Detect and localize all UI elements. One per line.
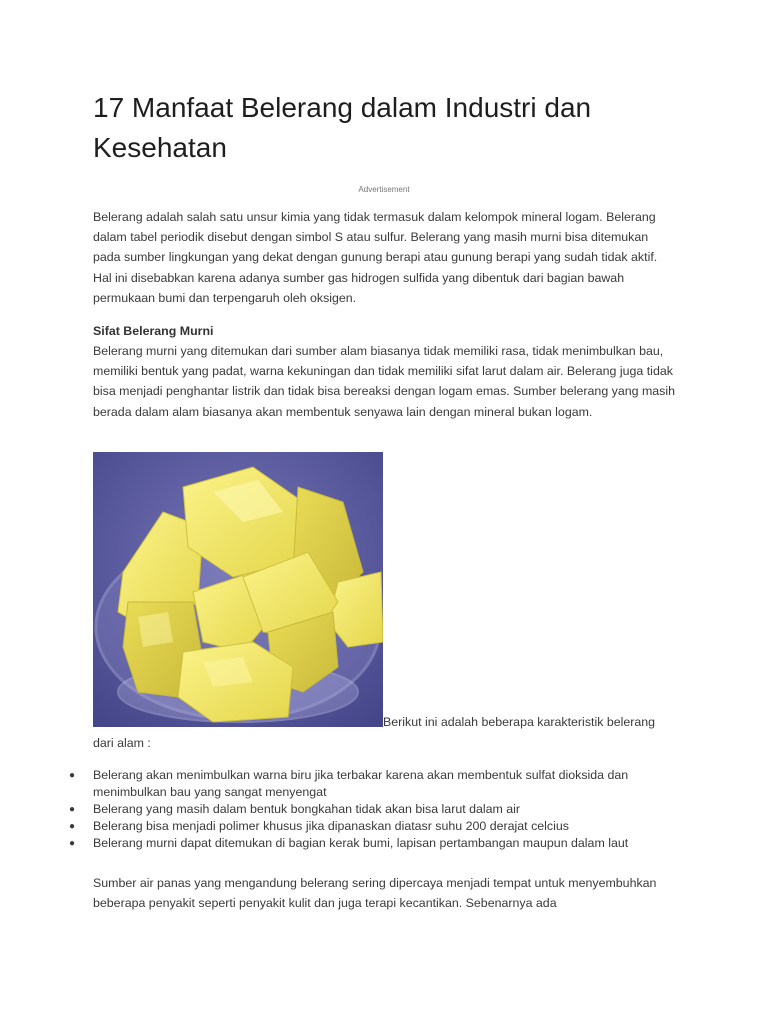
bullet-icon: ● (69, 770, 76, 781)
section-subheading: Sifat Belerang Murni (93, 324, 214, 338)
sulfur-photo (93, 452, 383, 727)
list-item (69, 818, 693, 835)
characteristics-list (69, 767, 693, 852)
list-item-text: Belerang murni dapat ditemukan di bagian kerak bumi, lapisan pertambangan maupun dalam laut (93, 836, 629, 850)
bullet-icon: ● (69, 838, 76, 849)
properties-paragraph: Belerang murni yang ditemukan dari sumber alam biasanya tidak memiliki rasa, tidak menimbulkan bau, memiliki bentuk yang padat, warna kekuningan dan tidak memiliki sifat larut dalam air. Belerang juga tidak bisa menjadi penghantar listrik dan tidak bisa bereaksi dengan logam emas. Sumber belerang yang masih berada dalam alam biasanya akan membentuk senyawa lain dengan mineral bukan logam. (93, 344, 676, 419)
bullet-icon: ● (69, 804, 76, 815)
bullet-icon: ● (69, 821, 76, 832)
list-item-text: Belerang akan menimbulkan warna biru jika terbakar karena akan membentuk sulfat dioksida dan menimbulkan bau yang sangat menyengat (93, 768, 629, 799)
list-item-text: Belerang bisa menjadi polimer khusus jika dipanaskan diatasr suhu 200 derajat celcius (93, 819, 569, 833)
image-caption-line-1: Berikut ini adalah beberapa karakteristik belerang (383, 715, 656, 729)
closing-paragraph: Sumber air panas yang mengandung belerang sering dipercaya menjadi tempat untuk menyembuhkan beberapa penyakit seperti penyakit kulit dan juga terapi kecantikan. Sebenarnya ada (93, 876, 657, 911)
advertisement-label: Advertisement (358, 185, 410, 194)
image-caption-line-2: dari alam : (93, 736, 151, 750)
list-item-text: Belerang yang masih dalam bentuk bongkahan tidak akan bisa larut dalam air (93, 802, 521, 816)
list-item (69, 835, 693, 852)
article-title: 17 Manfaat Belerang dalam Industri dan Kesehatan (93, 92, 592, 163)
list-item (69, 801, 693, 818)
list-item (69, 767, 693, 801)
intro-paragraph: Belerang adalah salah satu unsur kimia yang tidak termasuk dalam kelompok mineral logam. Belerang dalam tabel periodik disebut dengan simbol S atau sulfur. Belerang yang masih murni bisa ditemukan pada sumber lingkungan yang dekat dengan gunung berapi atau gunung berapi yang sudah tidak aktif. Hal ini disebabkan karena adanya sumber gas hidrogen sulfida yang dibentuk dari bagian bawah permukaan bumi dan terpengaruh oleh oksigen. (93, 210, 658, 305)
